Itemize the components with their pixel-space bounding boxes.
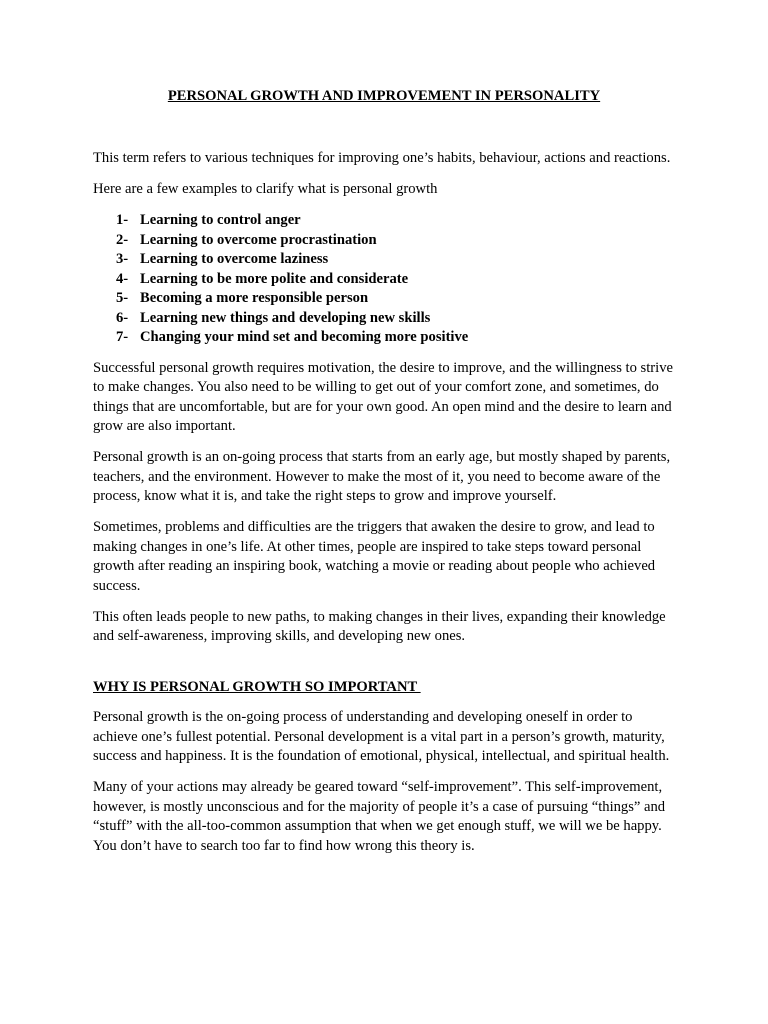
list-item-text: Changing your mind set and becoming more positive <box>140 329 469 345</box>
list-item-text: Learning to overcome laziness <box>140 251 329 267</box>
examples-intro-paragraph: Here are a few examples to clarify what is personal growth <box>93 181 438 197</box>
document-body <box>93 149 678 868</box>
list-item-number: 1- <box>116 212 129 228</box>
section-heading: WHY IS PERSONAL GROWTH SO IMPORTANT <box>93 678 421 695</box>
body-paragraph: This often leads people to new paths, to making changes in their lives, expanding their knowledge and self-awareness, improving skills, and developing new ones. <box>93 608 666 644</box>
body-paragraph: Successful personal growth requires motivation, the desire to improve, and the willingness to strive to make changes. You also need to be willing to get out of your comfort zone, and sometimes, do things that are uncomfortable, but are for your own good. An open mind and the desire to learn and grow are also important. <box>93 359 673 434</box>
body-paragraph: Many of your actions may already be geared toward “self-improvement”. This self-improvement, however, is mostly unconscious and for the majority of people it’s a case of pursuing “things” and “stuff” with the all-too-common assumption that when we get enough stuff, we will we be happy. You don’t have to search too far to find how wrong this theory is. <box>93 779 666 854</box>
document-title: PERSONAL GROWTH AND IMPROVEMENT IN PERSONALITY <box>167 88 601 104</box>
body-paragraph: Sometimes, problems and difficulties are the triggers that awaken the desire to grow, and lead to making changes in one’s life. At other times, people are inspired to take steps toward personal growth after reading an inspiring book, watching a movie or reading about people who achieved success. <box>93 519 656 594</box>
list-item-text: Learning to overcome procrastination <box>140 231 377 248</box>
list-item-text: Becoming a more responsible person <box>140 290 369 306</box>
list-item-number: 7- <box>116 329 129 345</box>
list-item-number: 3- <box>116 251 129 267</box>
list-item <box>116 289 678 309</box>
list-item-number: 4- <box>116 270 129 287</box>
list-item <box>116 328 678 348</box>
list-item-text: Learning to be more polite and considerate <box>140 270 409 287</box>
list-item <box>116 211 678 231</box>
list-item <box>116 309 678 329</box>
list-item-number: 5- <box>116 290 129 306</box>
list-item-text: Learning to control anger <box>140 212 301 228</box>
list-item <box>116 250 678 270</box>
list-item <box>116 270 678 290</box>
list-item-number: 2- <box>116 231 129 248</box>
examples-list <box>93 211 678 348</box>
list-item-text: Learning new things and developing new skills <box>140 309 431 326</box>
list-item <box>116 231 678 251</box>
list-item-number: 6- <box>116 309 129 326</box>
body-paragraph: Personal growth is the on-going process of understanding and developing oneself in order to achieve one’s fullest potential. Personal development is a vital part in a person’s growth, maturity, success and happiness. It is the foundation of emotional, physical, intellectual, and spiritual health. <box>93 709 670 764</box>
intro-paragraph: This term refers to various techniques for improving one’s habits, behaviour, actions and reactions. <box>93 150 671 166</box>
body-paragraph: Personal growth is an on-going process that starts from an early age, but mostly shaped by parents, teachers, and the environment. However to make the most of it, you need to become aware of the process, know what it is, and take the right steps to grow and improve yourself. <box>93 449 671 504</box>
